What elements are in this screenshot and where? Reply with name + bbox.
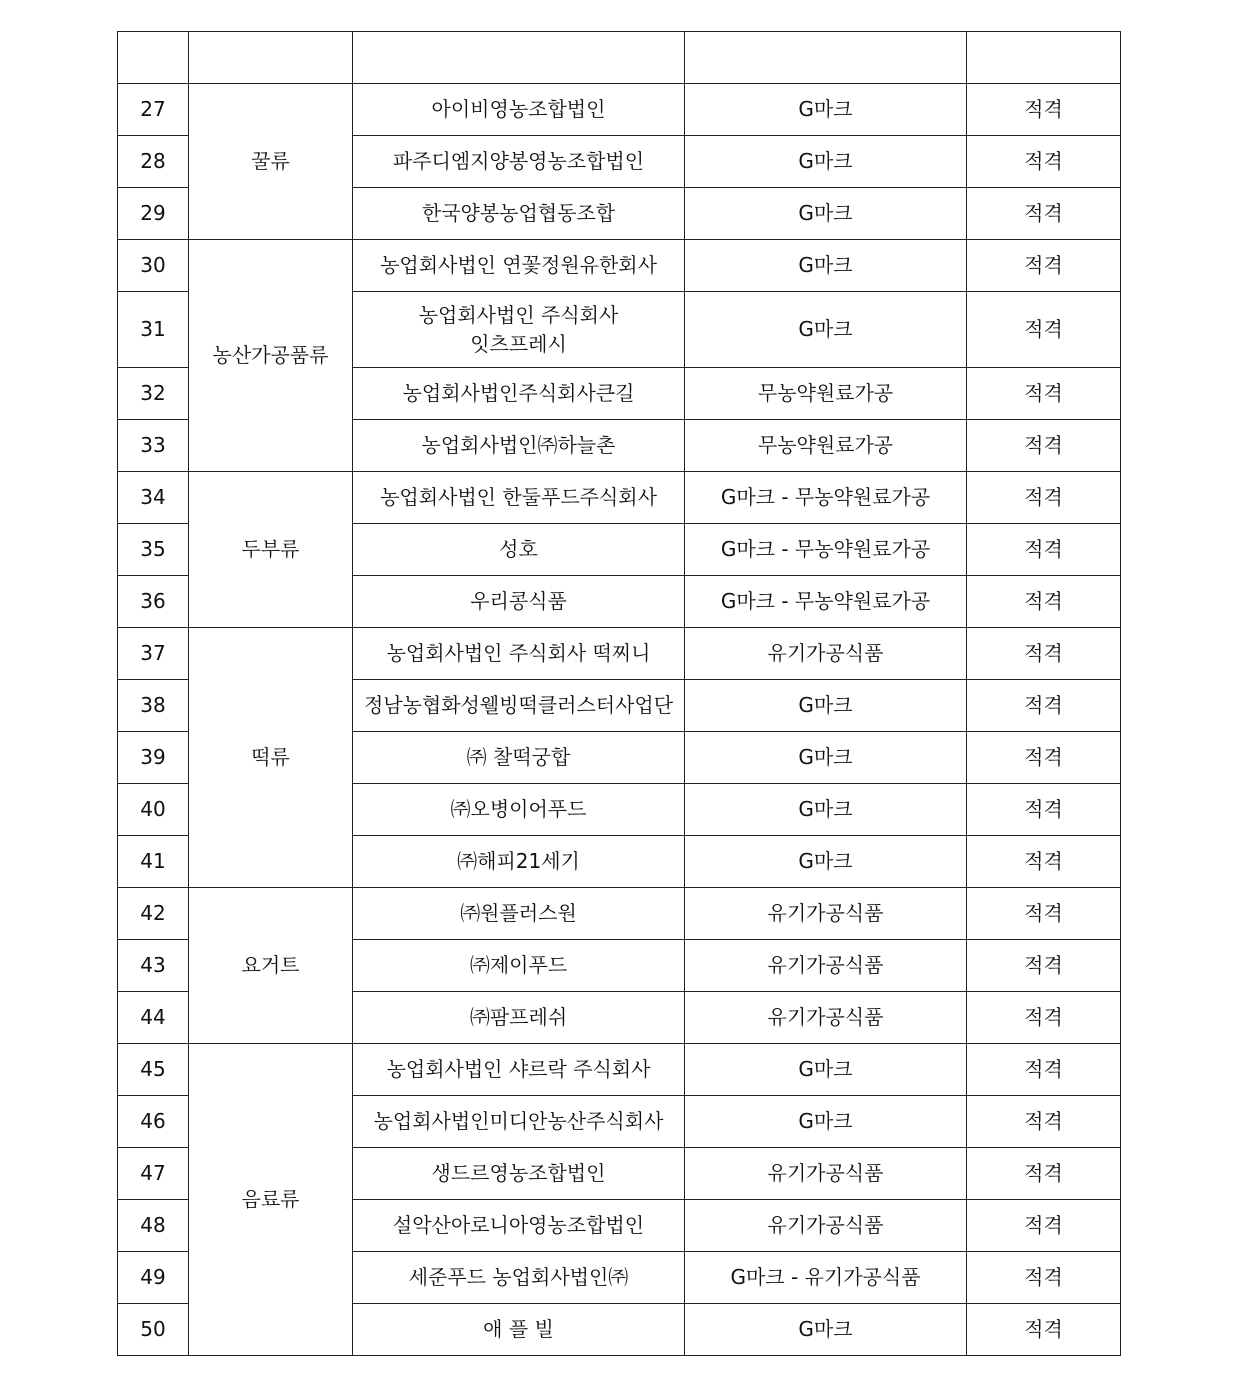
table-row (118, 628, 1121, 680)
evaluation-result: 적격 (967, 240, 1121, 292)
table-row (118, 240, 1121, 292)
certification-type: 무농약원료가공 (685, 368, 967, 420)
company-name: 우리콩식품 (353, 576, 685, 628)
company-name: ㈜ 찰떡궁합 (353, 732, 685, 784)
company-name: 정남농협화성웰빙떡클러스터사업단 (353, 680, 685, 732)
evaluation-result: 적격 (967, 1096, 1121, 1148)
evaluation-result: 적격 (967, 1252, 1121, 1304)
certification-type: G마크 (685, 240, 967, 292)
company-name: 농업회사법인 한둘푸드주식회사 (353, 472, 685, 524)
certification-type: G마크 (685, 136, 967, 188)
company-name: 농업회사법인 연꽃정원유한회사 (353, 240, 685, 292)
row-number: 42 (118, 888, 189, 940)
table-row (118, 888, 1121, 940)
evaluation-result: 적격 (967, 472, 1121, 524)
row-number: 41 (118, 836, 189, 888)
row-number: 31 (118, 292, 189, 368)
certification-type: G마크 (685, 1044, 967, 1096)
evaluation-result: 적격 (967, 992, 1121, 1044)
company-name: 농업회사법인주식회사큰길 (353, 368, 685, 420)
row-number: 39 (118, 732, 189, 784)
row-number: 36 (118, 576, 189, 628)
row-number: 37 (118, 628, 189, 680)
company-name: 농업회사법인 샤르락 주식회사 (353, 1044, 685, 1096)
evaluation-result: 적격 (967, 576, 1121, 628)
certification-type: G마크 (685, 732, 967, 784)
row-number: 43 (118, 940, 189, 992)
evaluation-result: 적격 (967, 888, 1121, 940)
company-name: ㈜해피21세기 (353, 836, 685, 888)
certification-type: G마크 - 무농약원료가공 (685, 524, 967, 576)
row-number: 38 (118, 680, 189, 732)
category-cell: 음료류 (189, 1044, 353, 1356)
header-cell (685, 32, 967, 84)
category-cell: 두부류 (189, 472, 353, 628)
row-number: 28 (118, 136, 189, 188)
company-name: ㈜오병이어푸드 (353, 784, 685, 836)
certification-type: G마크 (685, 784, 967, 836)
evaluation-result: 적격 (967, 628, 1121, 680)
evaluation-result: 적격 (967, 1148, 1121, 1200)
evaluation-result: 적격 (967, 368, 1121, 420)
header-cell (189, 32, 353, 84)
company-name: ㈜팜프레쉬 (353, 992, 685, 1044)
evaluation-result: 적격 (967, 292, 1121, 368)
row-number: 46 (118, 1096, 189, 1148)
certification-type: G마크 - 유기가공식품 (685, 1252, 967, 1304)
category-cell: 요거트 (189, 888, 353, 1044)
evaluation-result: 적격 (967, 940, 1121, 992)
row-number: 34 (118, 472, 189, 524)
category-cell: 떡류 (189, 628, 353, 888)
company-name: 설악산아로니아영농조합법인 (353, 1200, 685, 1252)
company-name: 애 플 빌 (353, 1304, 685, 1356)
row-number: 48 (118, 1200, 189, 1252)
row-number: 27 (118, 84, 189, 136)
evaluation-result: 적격 (967, 680, 1121, 732)
evaluation-result: 적격 (967, 784, 1121, 836)
certification-type: G마크 (685, 1096, 967, 1148)
certification-table (117, 31, 1121, 1356)
certification-type: G마크 (685, 84, 967, 136)
header-cell (118, 32, 189, 84)
company-name: 한국양봉농업협동조합 (353, 188, 685, 240)
company-name: ㈜제이푸드 (353, 940, 685, 992)
certification-type: 유기가공식품 (685, 1200, 967, 1252)
evaluation-result: 적격 (967, 524, 1121, 576)
header-cell (967, 32, 1121, 84)
company-name-line2: 잇츠프레시 (470, 331, 567, 356)
table-row (118, 84, 1121, 136)
row-number: 29 (118, 188, 189, 240)
category-cell: 농산가공품류 (189, 240, 353, 472)
company-name-line1: 농업회사법인 주식회사 (418, 302, 619, 327)
table-header-row (118, 32, 1121, 84)
certification-type: 유기가공식품 (685, 992, 967, 1044)
certification-type: G마크 - 무농약원료가공 (685, 576, 967, 628)
table-row (118, 472, 1121, 524)
evaluation-result: 적격 (967, 1044, 1121, 1096)
evaluation-result: 적격 (967, 84, 1121, 136)
evaluation-result: 적격 (967, 836, 1121, 888)
evaluation-result: 적격 (967, 732, 1121, 784)
certification-type: G마크 (685, 680, 967, 732)
company-name: 성호 (353, 524, 685, 576)
company-name: ㈜원플러스원 (353, 888, 685, 940)
certification-type: 유기가공식품 (685, 1148, 967, 1200)
certification-type: G마크 (685, 836, 967, 888)
row-number: 40 (118, 784, 189, 836)
certification-type: G마크 (685, 1304, 967, 1356)
certification-type: 유기가공식품 (685, 888, 967, 940)
company-name (353, 292, 685, 368)
header-cell (353, 32, 685, 84)
company-name: 농업회사법인미디안농산주식회사 (353, 1096, 685, 1148)
row-number: 50 (118, 1304, 189, 1356)
row-number: 35 (118, 524, 189, 576)
category-cell: 꿀류 (189, 84, 353, 240)
evaluation-result: 적격 (967, 1304, 1121, 1356)
company-name: 생드르영농조합법인 (353, 1148, 685, 1200)
company-name: 농업회사법인 주식회사 떡찌니 (353, 628, 685, 680)
row-number: 32 (118, 368, 189, 420)
company-name: 파주디엠지양봉영농조합법인 (353, 136, 685, 188)
evaluation-result: 적격 (967, 188, 1121, 240)
evaluation-result: 적격 (967, 1200, 1121, 1252)
row-number: 44 (118, 992, 189, 1044)
table-row (118, 1044, 1121, 1096)
certification-type: 유기가공식품 (685, 940, 967, 992)
certification-type: 유기가공식품 (685, 628, 967, 680)
company-name: 아이비영농조합법인 (353, 84, 685, 136)
evaluation-result: 적격 (967, 420, 1121, 472)
row-number: 33 (118, 420, 189, 472)
row-number: 45 (118, 1044, 189, 1096)
certification-type: G마크 (685, 292, 967, 368)
certification-type: G마크 (685, 188, 967, 240)
certification-type: G마크 - 무농약원료가공 (685, 472, 967, 524)
company-name: 농업회사법인㈜하늘촌 (353, 420, 685, 472)
row-number: 30 (118, 240, 189, 292)
row-number: 47 (118, 1148, 189, 1200)
certification-type: 무농약원료가공 (685, 420, 967, 472)
evaluation-result: 적격 (967, 136, 1121, 188)
row-number: 49 (118, 1252, 189, 1304)
company-name: 세준푸드 농업회사법인㈜ (353, 1252, 685, 1304)
